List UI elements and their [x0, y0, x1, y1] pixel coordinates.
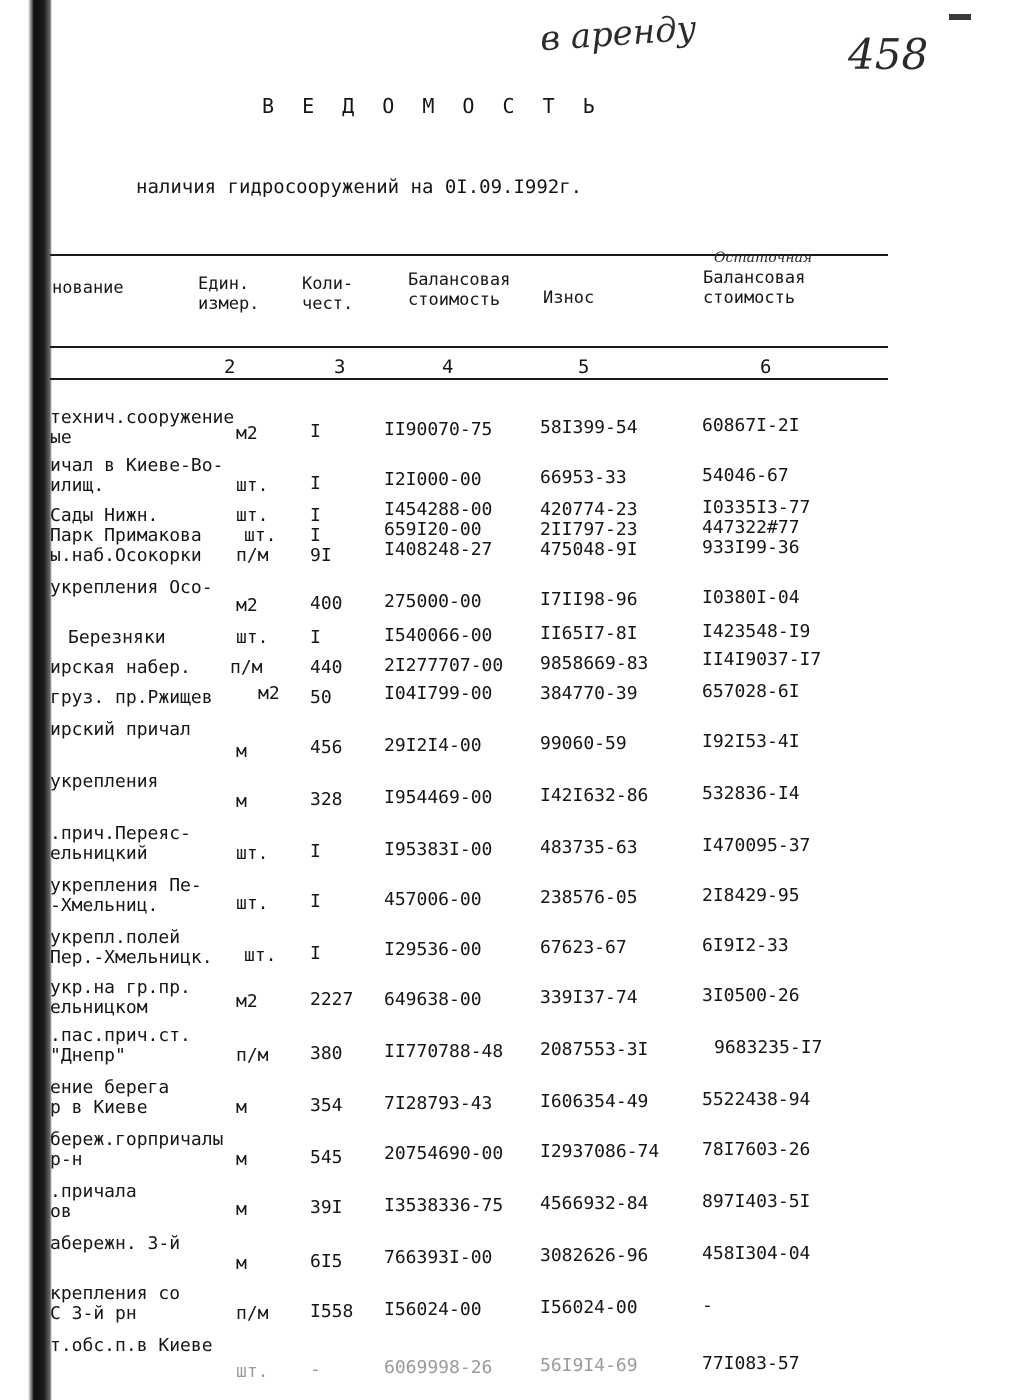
row-unit: м	[236, 1097, 247, 1118]
row-residual: 532836-I4	[702, 783, 800, 804]
row-wear: 66953-33	[540, 467, 627, 488]
row-balance: 7I28793-43	[384, 1093, 493, 1114]
row-unit: м	[236, 1253, 247, 1274]
row-residual: I470095-37	[702, 835, 811, 856]
row-residual: 3I0500-26	[702, 985, 800, 1006]
row-unit: м2	[236, 595, 258, 616]
row-unit: м2	[258, 683, 280, 704]
row-name: Березняки	[68, 627, 166, 648]
col-header-unit: Един. измер.	[198, 274, 260, 314]
row-unit: п/м	[230, 657, 263, 678]
row-balance: 457006-00	[384, 889, 482, 910]
row-residual: 77I083-57	[702, 1353, 800, 1374]
row-balance: 659I20-00	[384, 519, 482, 540]
col-header-balance: Балансовая стоимость	[408, 270, 511, 310]
row-name: ирская набер.	[50, 657, 191, 678]
row-wear: 475048-9I	[540, 539, 638, 560]
row-name: Сады Нижн.	[50, 505, 159, 526]
row-balance: II770788-48	[384, 1041, 504, 1062]
column-number-rule	[50, 378, 888, 380]
row-residual: I0335I3-77	[702, 497, 811, 518]
document-title: В Е Д О М О С Т Ь	[262, 94, 603, 118]
row-residual: 933I99-36	[702, 537, 800, 558]
row-balance: 6069998-26	[384, 1357, 493, 1378]
row-name: .причала ов	[50, 1181, 137, 1222]
row-residual: I423548-I9	[702, 621, 811, 642]
row-balance: I04I799-00	[384, 683, 493, 704]
row-qty: 2227	[310, 989, 354, 1010]
row-unit: п/м	[236, 1045, 269, 1066]
row-balance: II90070-75	[384, 419, 493, 440]
col-number-4: 4	[442, 356, 454, 378]
row-name: Парк Примакова	[50, 525, 202, 546]
row-qty: I	[310, 421, 321, 442]
col-header-residual-handnote: Остаточная	[714, 250, 813, 266]
row-balance: I454288-00	[384, 499, 493, 520]
row-residual: -	[702, 1295, 713, 1316]
row-residual: 2I8429-95	[702, 885, 800, 906]
row-name: .пас.прич.ст. "Днепр"	[50, 1025, 191, 1066]
row-name: укрепления Пе- -Хмельниц.	[50, 875, 202, 916]
row-residual: I0380I-04	[702, 587, 800, 608]
row-unit: шт.	[244, 945, 277, 966]
row-unit: м	[236, 1199, 247, 1220]
row-name: технич.сооружение ые	[50, 407, 235, 448]
row-name: ение берега р в Киеве	[50, 1077, 170, 1118]
row-qty: I558	[310, 1301, 354, 1322]
row-wear: 384770-39	[540, 683, 638, 704]
row-balance: I540066-00	[384, 625, 493, 646]
row-balance: 20754690-00	[384, 1143, 504, 1164]
row-wear: II65I7-8I	[540, 623, 638, 644]
row-wear: 56I9I4-69	[540, 1355, 638, 1376]
row-balance: I2I000-00	[384, 469, 482, 490]
row-residual: 447322#77	[702, 517, 800, 538]
col-header-residual: Балансовая стоимость	[703, 268, 806, 308]
row-unit: м	[236, 741, 247, 762]
document-subtitle: наличия гидросооружений на 0I.09.I992г.	[136, 176, 583, 198]
row-name: укрепления Осо-	[50, 577, 213, 598]
handwritten-note: в аренду	[538, 8, 698, 60]
row-unit: п/м	[236, 1303, 269, 1324]
row-residual: 9683235-I7	[714, 1037, 823, 1058]
col-header-name: нование	[52, 278, 124, 298]
row-qty: -	[310, 1359, 321, 1380]
row-wear: 483735-63	[540, 837, 638, 858]
row-qty: 380	[310, 1043, 343, 1064]
col-header-qty: Коли- чест.	[302, 274, 354, 314]
row-balance: I954469-00	[384, 787, 493, 808]
row-qty: 50	[310, 687, 332, 708]
row-wear: 2087553-3I	[540, 1039, 649, 1060]
row-name: береж.горпричалы р-н	[50, 1129, 224, 1170]
col-number-2: 2	[224, 356, 236, 378]
row-name: ирский причал	[50, 719, 191, 740]
row-wear: 339I37-74	[540, 987, 638, 1008]
row-wear: 238576-05	[540, 887, 638, 908]
row-unit: п/м	[236, 545, 269, 566]
row-wear: 9858669-83	[540, 653, 649, 674]
row-name: абережн. 3-й	[50, 1233, 181, 1254]
row-residual: I92I53-4I	[702, 731, 800, 752]
row-unit: шт.	[244, 525, 277, 546]
row-residual: 897I403-5I	[702, 1191, 811, 1212]
row-name: ы.наб.Осокорки	[50, 545, 202, 566]
row-unit: шт.	[236, 505, 269, 526]
row-wear: 67623-67	[540, 937, 627, 958]
row-wear: I42I632-86	[540, 785, 649, 806]
scan-binding-edge	[0, 0, 52, 1400]
row-qty: I	[310, 505, 321, 526]
row-balance: 275000-00	[384, 591, 482, 612]
row-name: т.обс.п.в Киеве	[50, 1335, 213, 1356]
row-unit: шт.	[236, 627, 269, 648]
row-name: укрепления	[50, 771, 159, 792]
row-wear: 3082626-96	[540, 1245, 649, 1266]
row-balance: I408248-27	[384, 539, 493, 560]
row-residual: 6I9I2-33	[702, 935, 789, 956]
row-qty: 400	[310, 593, 343, 614]
row-unit: шт.	[236, 843, 269, 864]
row-qty: 440	[310, 657, 343, 678]
row-name: укрепл.полей Пер.-Хмельницк.	[50, 927, 213, 968]
row-balance: 2I277707-00	[384, 655, 504, 676]
row-wear: I56024-00	[540, 1297, 638, 1318]
row-qty: 9I	[310, 545, 332, 566]
row-residual: 54046-67	[702, 465, 789, 486]
row-name: груз. пр.Ржищев	[50, 687, 213, 708]
row-qty: I	[310, 473, 321, 494]
col-header-wear: Износ	[543, 288, 595, 308]
row-qty: 545	[310, 1147, 343, 1168]
row-wear: I606354-49	[540, 1091, 649, 1112]
row-unit: м2	[236, 423, 258, 444]
row-unit: м	[236, 1149, 247, 1170]
row-balance: 29I2I4-00	[384, 735, 482, 756]
row-unit: шт.	[236, 893, 269, 914]
scan-corner-mark	[949, 14, 971, 20]
col-number-6: 6	[760, 356, 772, 378]
row-wear: I7II98-96	[540, 589, 638, 610]
row-balance: I29536-00	[384, 939, 482, 960]
row-qty: I	[310, 525, 321, 546]
row-unit: м2	[236, 991, 258, 1012]
row-balance: I95383I-00	[384, 839, 493, 860]
row-qty: 456	[310, 737, 343, 758]
row-residual: 458I304-04	[702, 1243, 811, 1264]
row-unit: м	[236, 791, 247, 812]
row-balance: I56024-00	[384, 1299, 482, 1320]
row-qty: 328	[310, 789, 343, 810]
row-qty: 39I	[310, 1197, 343, 1218]
row-qty: I	[310, 841, 321, 862]
col-number-3: 3	[334, 356, 346, 378]
row-qty: 354	[310, 1095, 343, 1116]
row-qty: 6I5	[310, 1251, 343, 1272]
row-balance: 766393I-00	[384, 1247, 493, 1268]
row-qty: I	[310, 943, 321, 964]
row-residual: 78I7603-26	[702, 1139, 811, 1160]
row-qty: I	[310, 627, 321, 648]
row-wear: 4566932-84	[540, 1193, 649, 1214]
row-unit: шт.	[236, 475, 269, 496]
row-wear: 420774-23	[540, 499, 638, 520]
row-residual: 657028-6I	[702, 681, 800, 702]
handwritten-page-number: 458	[848, 30, 929, 79]
row-wear: I2937086-74	[540, 1141, 660, 1162]
row-residual: 60867I-2I	[702, 415, 800, 436]
row-residual: II4I9037-I7	[702, 649, 822, 670]
row-name: укр.на гр.пр. ельницком	[50, 977, 191, 1018]
row-balance: 649638-00	[384, 989, 482, 1010]
row-name: .прич.Переяс- ельницкий	[50, 823, 191, 864]
row-qty: I	[310, 891, 321, 912]
row-balance: I3538336-75	[384, 1195, 504, 1216]
row-name: крепления со С 3-й рн	[50, 1283, 181, 1324]
row-name: ичал в Киеве-Во- илищ.	[50, 455, 224, 496]
row-unit: шт.	[236, 1361, 269, 1382]
row-residual: 5522438-94	[702, 1089, 811, 1110]
row-wear: 99060-59	[540, 733, 627, 754]
row-wear: 2II797-23	[540, 519, 638, 540]
col-number-5: 5	[578, 356, 590, 378]
row-wear: 58I399-54	[540, 417, 638, 438]
header-bottom-rule	[50, 346, 888, 348]
